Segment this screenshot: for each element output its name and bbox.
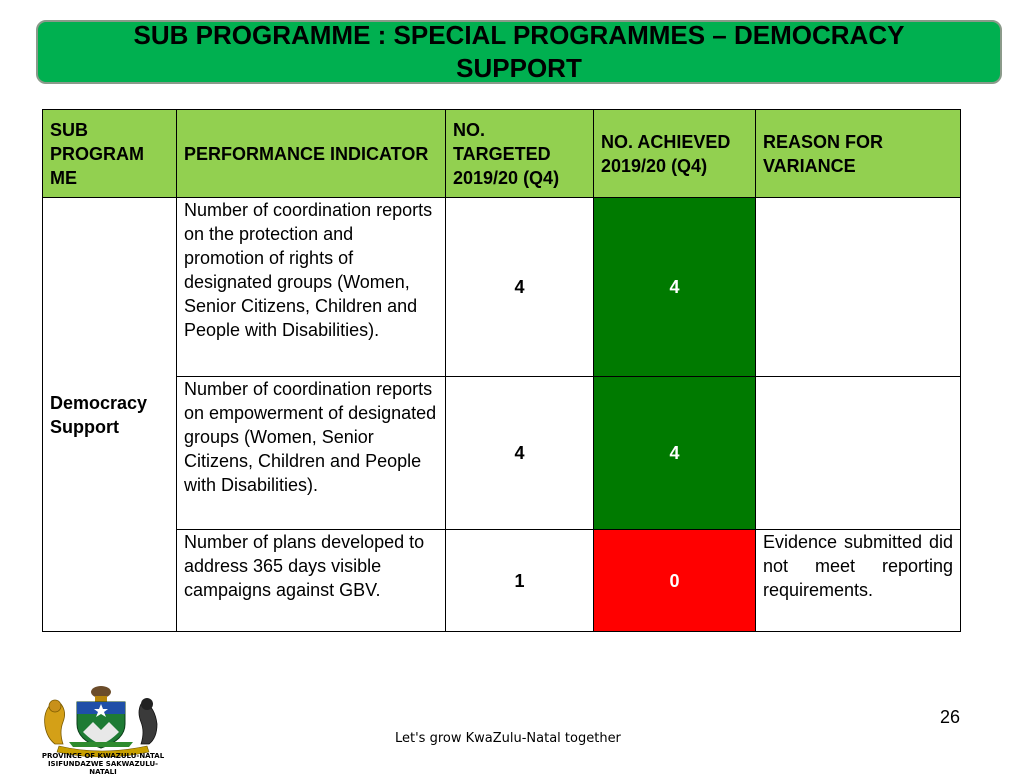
sub-programme-cell: Democracy Support [43,198,177,632]
indicator-cell: Number of coordination reports on the protection and promotion of rights of designated groups (Women, Senior Citizens, Children and People with Disabilities). [177,198,446,377]
page-number: 26 [940,707,961,727]
table-row [43,377,961,530]
header-no-targeted: NO. TARGETED 2019/20 (Q4) [446,110,594,198]
targeted-cell: 1 [446,530,594,632]
indicator-cell: Number of coordination reports on empowerment of designated groups (Women, Senior Citizens, Children and People with Disabilities). [177,377,446,530]
reason-cell [756,198,961,377]
footer-slogan: Let's grow KwaZulu-Natal together [395,731,621,746]
header-sub-programme: SUB PROGRAM ME [43,110,177,198]
table-row [43,198,961,377]
header-reason-for-variance: REASON FOR VARIANCE [756,110,961,198]
logo-text-line1: PROVINCE OF KWAZULU-NATAL [41,752,165,760]
logo-text-line2: ISIFUNDAZWE SAKWAZULU-NATALI [47,760,159,776]
achieved-cell: 4 [594,377,756,530]
page-title: SUB PROGRAMME : SPECIAL PROGRAMMES – DEMOCRACY SUPPORT [133,20,905,83]
reason-cell: Evidence submitted did not meet reporting requirements. [756,530,961,632]
achieved-cell: 4 [594,198,756,377]
reason-cell [756,377,961,530]
performance-table [42,109,961,632]
header-performance-indicator: PERFORMANCE INDICATOR [177,110,446,198]
table-header-row [43,110,961,198]
targeted-cell: 4 [446,198,594,377]
header-no-achieved: NO. ACHIEVED 2019/20 (Q4) [594,110,756,198]
indicator-cell: Number of plans developed to address 365 days visible campaigns against GBV. [177,530,446,632]
title-banner [36,20,1002,84]
targeted-cell: 4 [446,377,594,530]
table-row [43,530,961,632]
achieved-cell: 0 [594,530,756,632]
